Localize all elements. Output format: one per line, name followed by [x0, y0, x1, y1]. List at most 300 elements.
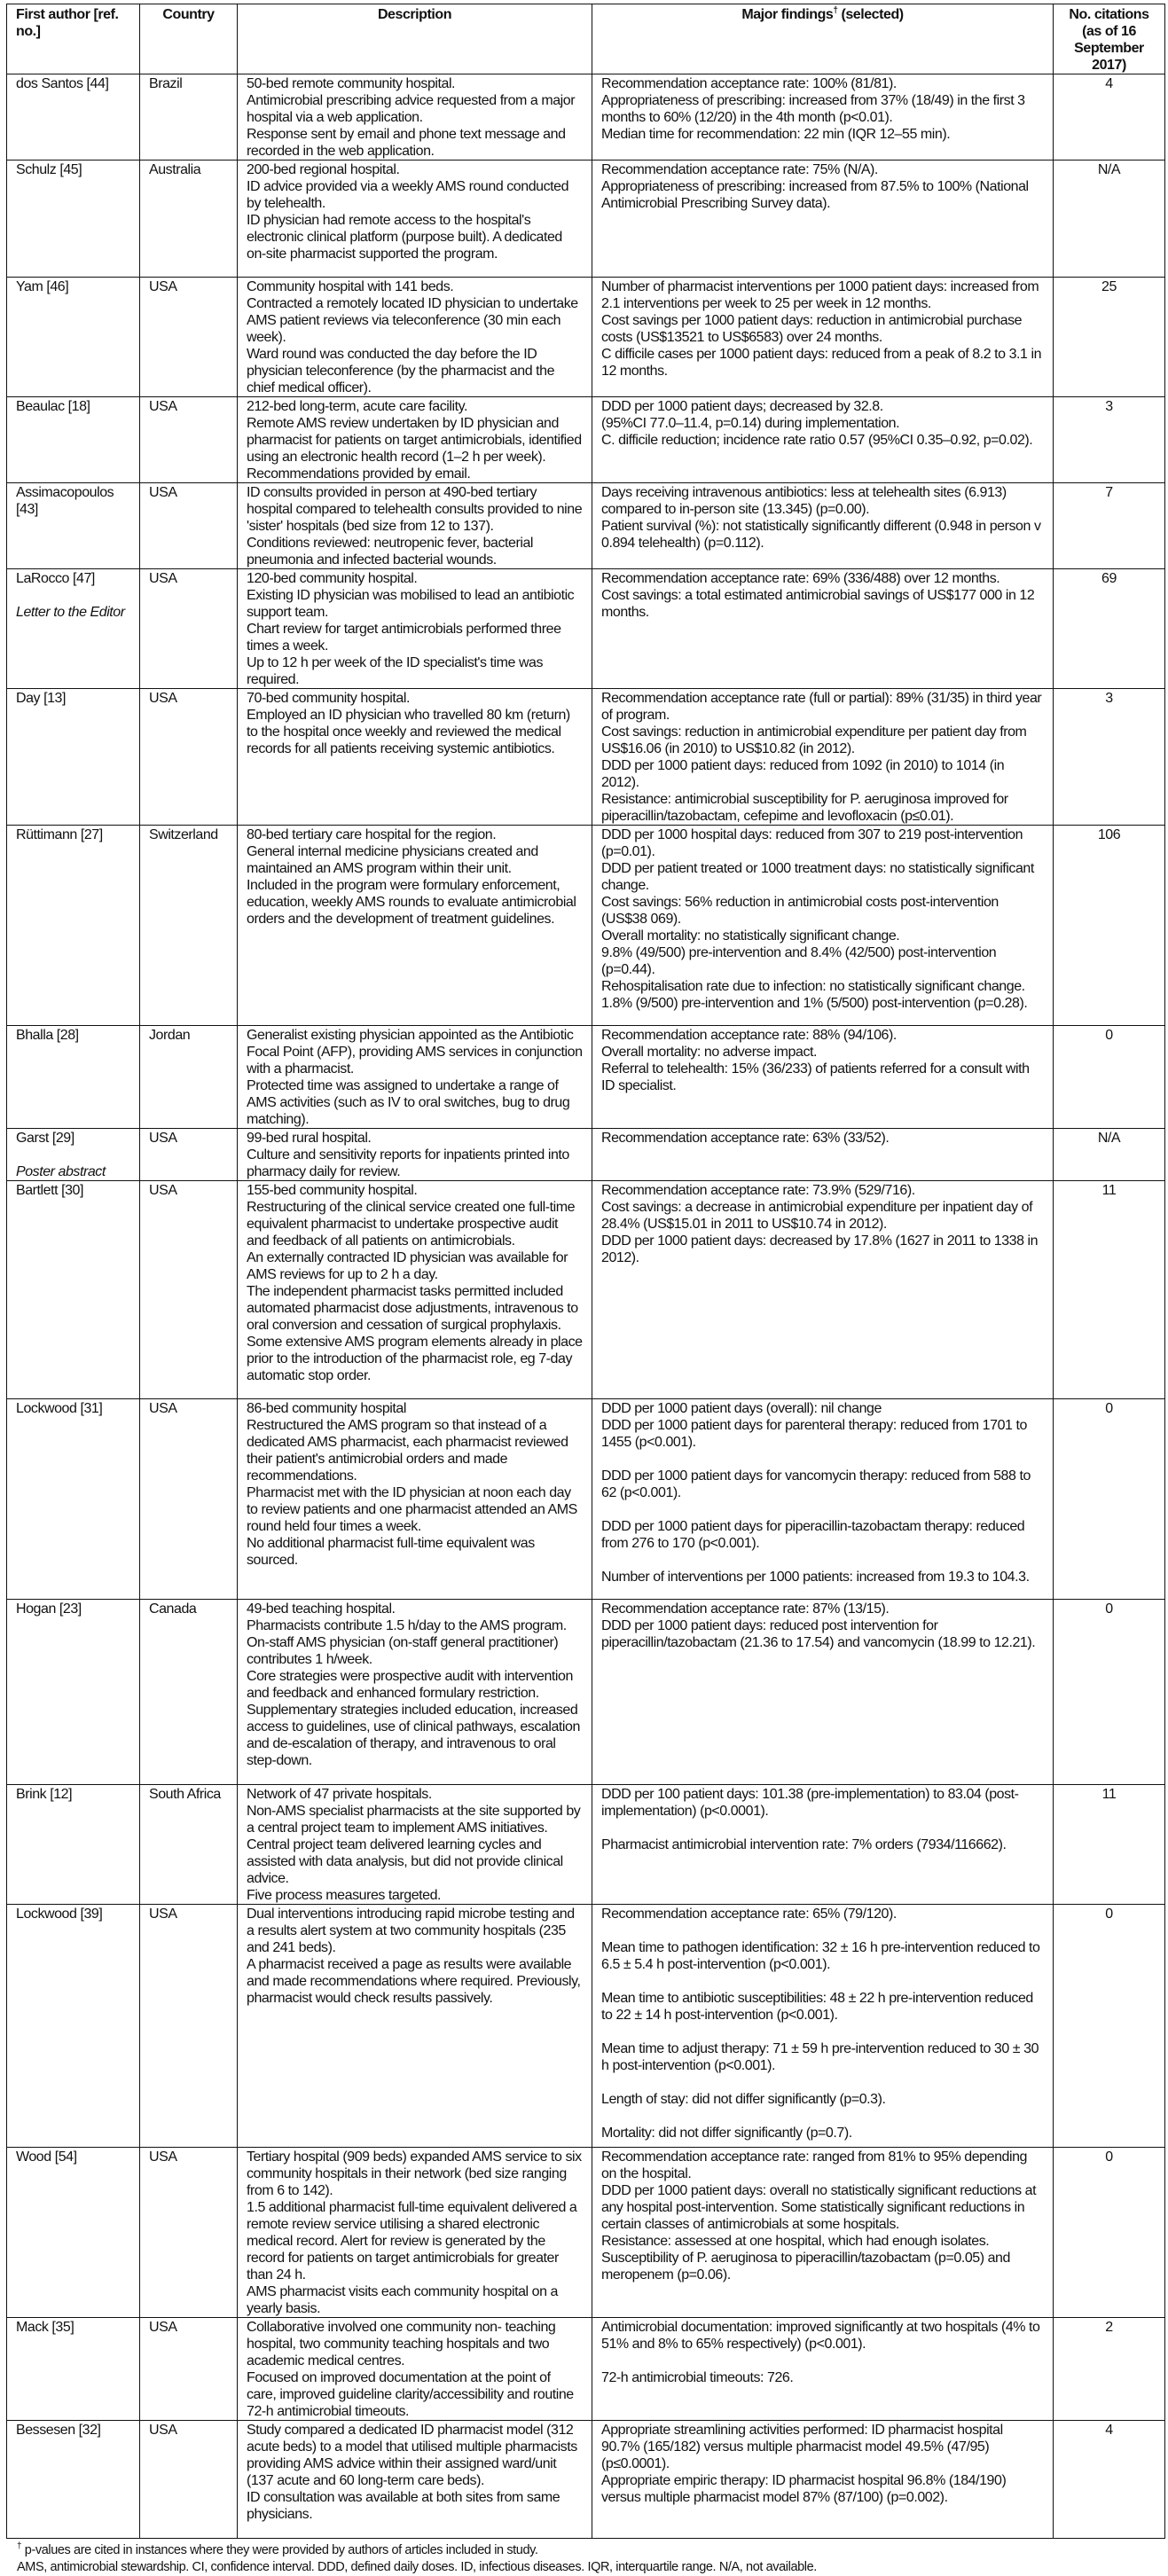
description-line: Generalist existing physician appointed as the Antibiotic Focal Point (AFP), providing AMS services in conjunction with a pharmacist. [247, 1028, 583, 1077]
description-line: A pharmacist received a page as results were available and made recommendations where required. Previously, pharmacist would check results passively. [247, 1957, 581, 2006]
findings-cell [592, 1905, 1054, 2148]
citation-count: 69 [1101, 571, 1117, 586]
description-cell [238, 2318, 592, 2421]
description-line: Contracted a remotely located ID physician to undertake AMS patient reviews via teleconference (30 min each week). [247, 296, 578, 345]
findings-group [601, 2369, 1044, 2386]
finding-line: Recommendation acceptance rate: 69% (336/488) over 12 months. [601, 571, 1000, 586]
description-line: Non-AMS specialist pharmacists at the site supported by a central project team to implement AMS initiatives. Central project team delivered learning cycles and assisted with data analysis, but did not provide clinical advice. [247, 1804, 581, 1886]
findings-cell [592, 1129, 1054, 1181]
citation-count: N/A [1097, 162, 1121, 177]
country: USA [149, 1401, 177, 1416]
table-row [7, 2421, 1165, 2539]
author-name: Lockwood [31] [16, 1401, 103, 1416]
description-cell [238, 1785, 592, 1905]
country: USA [149, 691, 177, 706]
country: USA [149, 485, 177, 500]
citation-count: 106 [1097, 827, 1121, 842]
country-cell [140, 1399, 238, 1600]
finding-line: DDD per 1000 patient days for parenteral therapy: reduced from 1701 to 1455 (p<0.001). [601, 1418, 1027, 1450]
author-cell [7, 1026, 140, 1129]
publication-type-note: Poster abstract [16, 1164, 106, 1179]
findings-group [601, 484, 1044, 552]
description-line: Community hospital with 141 beds. [247, 279, 454, 294]
author-cell [7, 1181, 140, 1399]
findings-cell [592, 569, 1054, 689]
author-name: Wood [54] [16, 2149, 77, 2165]
findings-cell [592, 161, 1054, 278]
description-line: Study compared a dedicated ID pharmacist model (312 acute beds) to a model that utilised multiple pharmacists providing AMS advice within their assigned ward/unit (137 acute and 60 long-term care beds). [247, 2423, 577, 2488]
citation-count: 0 [1105, 2149, 1113, 2165]
description-line: Tertiary hospital (909 beds) expanded AMS service to six community hospitals in their network (bed size ranging from 6 to 142). [247, 2149, 582, 2198]
finding-line: Number of pharmacist interventions per 1000 patient days: increased from 2.1 interventions per week to 25 per week in 12 months. [601, 279, 1039, 311]
description-cell [238, 1399, 592, 1600]
findings-cell [592, 1181, 1054, 1399]
citation-count: 0 [1105, 1028, 1113, 1043]
citation-count: 3 [1105, 691, 1113, 706]
description-line: Up to 12 h per week of the ID specialist's time was required. [247, 655, 544, 687]
citations-cell [1054, 278, 1165, 397]
citations-cell [1054, 2318, 1165, 2421]
publication-type-note: Letter to the Editor [16, 605, 125, 620]
author-cell [7, 826, 140, 1026]
finding-line: Recommendation acceptance rate: 73.9% (529/716). [601, 1183, 915, 1198]
description-cell [238, 2421, 592, 2539]
finding-line: Appropriateness of prescribing: increased from 87.5% to 100% (National Antimicrobial Prescribing Survey data). [601, 179, 1029, 211]
country: Canada [149, 1601, 197, 1617]
finding-line: Mortality: did not differ significantly (p=0.7). [601, 2126, 852, 2141]
header-findings [592, 4, 1054, 74]
findings-group [601, 1569, 1044, 1586]
finding-line: DDD per 1000 hospital days: reduced from 307 to 219 post-intervention (p=0.01). [601, 827, 1023, 859]
country: USA [149, 1131, 177, 1146]
findings-group [601, 1906, 1044, 1922]
author-name: Yam [46] [16, 279, 69, 294]
footnote-dagger-text: p-values are cited in instances where they were provided by authors of articles included in study. [21, 2543, 538, 2557]
finding-line: Patient survival (%): not statistically significantly different (0.948 in person v 0.894 telehealth) (p=0.112). [601, 519, 1041, 551]
findings-cell [592, 1399, 1054, 1600]
table-row [7, 1905, 1165, 2148]
citations-cell [1054, 1129, 1165, 1181]
description-line: 1.5 additional pharmacist full-time equivalent delivered a remote review service utilising a shared electronic medical record. Alert for review is generated by the record for patients on target antimicrobials for greater than 24 h. [247, 2200, 577, 2282]
author-name: Beaulac [18] [16, 399, 90, 414]
description-cell [238, 1181, 592, 1399]
description-line: General internal medicine physicians created and maintained an AMS program within their unit. [247, 844, 538, 876]
citations-cell [1054, 1181, 1165, 1399]
finding-line: Length of stay: did not differ significantly (p=0.3). [601, 2092, 886, 2107]
citation-count: 0 [1105, 1401, 1113, 1416]
description-cell [238, 2148, 592, 2318]
table-row [7, 1181, 1165, 1399]
findings-cell [592, 74, 1054, 161]
description-line: Collaborative involved one community non- teaching hospital, two community teaching hospitals and two academic medical centres. [247, 2320, 556, 2369]
author-cell [7, 2148, 140, 2318]
findings-cell [592, 689, 1054, 826]
description-line: Network of 47 private hospitals. [247, 1787, 432, 1802]
findings-cell [592, 2318, 1054, 2421]
country: USA [149, 2320, 177, 2335]
description-cell [238, 689, 592, 826]
finding-line: Number of interventions per 1000 patients: increased from 19.3 to 104.3. [601, 1570, 1030, 1585]
country: USA [149, 399, 177, 414]
finding-line: 9.8% (49/500) pre-intervention and 8.4% (42/500) post-intervention (p=0.44). [601, 945, 997, 977]
finding-line: Recommendation acceptance rate: 75% (N/A). [601, 162, 878, 177]
author-cell [7, 278, 140, 397]
finding-line: C. difficile reduction; incidence rate ratio 0.57 (95%CI 0.35–0.92, p=0.02). [601, 433, 1033, 448]
finding-line: Resistance: antimicrobial susceptibility for P. aeruginosa improved for piperacillin/tazobactam, cefepime and levofloxacin (p≤0.01). [601, 792, 1008, 824]
description-line: 49-bed teaching hospital. [247, 1601, 396, 1617]
author-name: Hogan [23] [16, 1601, 82, 1617]
country: USA [149, 279, 177, 294]
citation-count: 2 [1105, 2320, 1113, 2335]
table-row [7, 1600, 1165, 1785]
author-cell [7, 1785, 140, 1905]
description-line: 99-bed rural hospital. [247, 1131, 372, 1146]
author-cell [7, 1399, 140, 1600]
finding-line: Cost savings per 1000 patient days: reduction in antimicrobial purchase costs (US$13521 to US$6583) over 24 months. [601, 313, 1023, 345]
citation-count: 3 [1105, 399, 1113, 414]
citation-count: 11 [1101, 1787, 1117, 1802]
finding-line: Appropriate streamlining activities performed: ID pharmacist hospital 90.7% (165/182) versus multiple pharmacist model 49.5% (47/95) (p≤0.0001). [601, 2423, 1003, 2471]
finding-line: Appropriateness of prescribing: increased from 37% (18/49) in the first 3 months to 60% (12/20) in the 4th month (p<0.01). [601, 93, 1025, 125]
studies-table [6, 4, 1165, 2539]
table-row [7, 1026, 1165, 1129]
footnote-dagger-mark: † [17, 2541, 22, 2552]
finding-line: DDD per 1000 patient days: decreased by 17.8% (1627 in 2011 to 1338 in 2012). [601, 1233, 1039, 1265]
table-row [7, 2148, 1165, 2318]
finding-line: Cost savings: reduction in antimicrobial expenditure per patient day from US$16.06 (in 2010) to US$10.82 (in 2012). [601, 724, 1027, 756]
description-cell [238, 1905, 592, 2148]
table-row [7, 397, 1165, 483]
description-line: Remote AMS review undertaken by ID physician and pharmacist for patients on target antimicrobials, identified using an electronic health record (1–2 h per week). Recommendations provided by email. [247, 416, 582, 482]
dagger-mark: † [833, 5, 838, 16]
description-line: Pharmacist met with the ID physician at noon each day to review patients and one pharmacist attended an AMS round held four times a week. [247, 1485, 577, 1534]
findings-group [601, 161, 1044, 212]
finding-line: Cost savings: 56% reduction in antimicrobial costs post-intervention (US$38 069). [601, 895, 999, 927]
finding-line: Recommendation acceptance rate: 63% (33/52). [601, 1131, 890, 1146]
author-cell [7, 1129, 140, 1181]
citations-cell [1054, 2148, 1165, 2318]
findings-cell [592, 2421, 1054, 2539]
findings-cell [592, 483, 1054, 569]
findings-group [601, 75, 1044, 143]
description-line: ID physician had remote access to the hospital's electronic clinical platform (purpose built). A dedicated on-site pharmacist supported the program. [247, 213, 562, 262]
finding-line: DDD per 1000 patient days (overall): nil change [601, 1401, 882, 1416]
description-line: Ward round was conducted the day before the ID physician teleconference (by the pharmacist and the chief medical officer). [247, 347, 555, 395]
author-cell [7, 74, 140, 161]
header-citations: No. citations (as of 16 September 2017) [1054, 4, 1165, 74]
citations-cell [1054, 1026, 1165, 1129]
description-line: AMS pharmacist visits each community hospital on a yearly basis. [247, 2284, 558, 2316]
description-line: Conditions reviewed: neutropenic fever, bacterial pneumonia and infected bacterial wounds. [247, 536, 534, 568]
country: Brazil [149, 76, 183, 91]
table-row [7, 483, 1165, 569]
table-body [7, 74, 1165, 2539]
findings-group [601, 1786, 1044, 1820]
finding-line: DDD per 1000 patient days for piperacillin-tazobactam therapy: reduced from 276 to 170 (p<0.001). [601, 1519, 1025, 1551]
finding-line: Recommendation acceptance rate: 88% (94/106). [601, 1028, 897, 1043]
finding-line: Mean time to adjust therapy: 71 ± 59 h pre-intervention reduced to 30 ± 30 h post-intervention (p<0.001). [601, 2041, 1039, 2073]
description-line: No additional pharmacist full-time equivalent was sourced. [247, 1536, 535, 1568]
findings-group [601, 1468, 1044, 1501]
findings-group [601, 570, 1044, 621]
finding-line: Referral to telehealth: 15% (36/233) of patients referred for a consult with ID specialist. [601, 1061, 1030, 1093]
author-cell [7, 397, 140, 483]
findings-group [601, 2319, 1044, 2353]
description-line: Five process measures targeted. [247, 1888, 442, 1903]
finding-line: Rehospitalisation rate due to infection: no statistically significant change. 1.8% (9/500) pre-intervention and 1% (5/500) post-intervention (p=0.28). [601, 979, 1028, 1011]
citation-count: N/A [1097, 1131, 1121, 1146]
finding-line: Resistance: assessed at one hospital, which had enough isolates. Susceptibility of P. aeruginosa to piperacillin/tazobactam (p=0.05) and meropenem (p=0.06). [601, 2234, 1010, 2282]
description-line: ID advice provided via a weekly AMS round conducted by telehealth. [247, 179, 569, 211]
description-line: Antimicrobial prescribing advice requested from a major hospital via a web application. [247, 93, 576, 125]
description-line: Culture and sensitivity reports for inpatients printed into pharmacy daily for review. [247, 1147, 569, 1179]
country: Australia [149, 162, 201, 177]
country-cell [140, 1600, 238, 1785]
description-cell [238, 826, 592, 1026]
citation-count: 4 [1105, 76, 1113, 91]
studies-table-container [6, 4, 1164, 2576]
citations-cell [1054, 1905, 1165, 2148]
footnote-dagger [17, 2542, 1164, 2559]
citations-cell [1054, 826, 1165, 1026]
table-row [7, 74, 1165, 161]
description-line: ID consultation was available at both sites from same physicians. [247, 2490, 560, 2522]
citations-cell [1054, 569, 1165, 689]
country-cell [140, 2148, 238, 2318]
finding-line: Pharmacist antimicrobial intervention rate: 7% orders (7934/116662). [601, 1837, 1007, 1852]
finding-line: DDD per 1000 patient days: reduced from 1092 (in 2010) to 1014 (in 2012). [601, 758, 1005, 790]
description-cell [238, 1026, 592, 1129]
footnote-abbreviations: AMS, antimicrobial stewardship. CI, confidence interval. DDD, defined daily doses. ID, infectious diseases. IQR, interquartile range. N/A, not available. [17, 2560, 817, 2574]
findings-group [601, 2422, 1044, 2506]
citation-count: 0 [1105, 1907, 1113, 1922]
country-cell [140, 1785, 238, 1905]
author-name: Bessesen [32] [16, 2423, 101, 2438]
description-cell [238, 74, 592, 161]
author-name: dos Santos [44] [16, 76, 109, 91]
author-name: Rüttimann [27] [16, 827, 103, 842]
citations-cell [1054, 483, 1165, 569]
description-line: Core strategies were prospective audit with intervention and feedback and enhanced formulary restriction. [247, 1669, 573, 1701]
findings-cell [592, 1785, 1054, 1905]
table-row [7, 569, 1165, 689]
findings-group [601, 278, 1044, 380]
description-line: Some extensive AMS program elements already in place prior to the introduction of the pharmacist role, eg 7-day automatic stop order. [247, 1335, 583, 1383]
finding-line: Recommendation acceptance rate: 65% (79/120). [601, 1907, 897, 1922]
author-cell [7, 483, 140, 569]
description-line: 86-bed community hospital [247, 1401, 406, 1416]
country-cell [140, 2421, 238, 2539]
table-row [7, 1129, 1165, 1181]
author-cell [7, 2318, 140, 2421]
author-name: LaRocco [47] [16, 571, 95, 586]
findings-group [601, 398, 1044, 449]
table-row [7, 1785, 1165, 1905]
citation-count: 11 [1101, 1183, 1117, 1198]
description-line: The independent pharmacist tasks permitted included automated pharmacist dose adjustments, intravenous to oral conversion and cessation of surgical prophylaxis. [247, 1284, 578, 1333]
finding-line: 72-h antimicrobial timeouts: 726. [601, 2370, 794, 2385]
country-cell [140, 397, 238, 483]
table-row [7, 1399, 1165, 1600]
description-line: Response sent by email and phone text message and recorded in the web application. [247, 127, 566, 159]
author-name: Bartlett [30] [16, 1183, 83, 1198]
author-cell [7, 569, 140, 689]
country-cell [140, 826, 238, 1026]
table-row [7, 826, 1165, 1026]
findings-group [601, 826, 1044, 1012]
findings-group [601, 1182, 1044, 1266]
header-findings-label: Major findings [741, 7, 834, 22]
findings-group [601, 2091, 1044, 2108]
description-line: Restructuring of the clinical service created one full-time equivalent pharmacist to undertake prospective audit and feedback of all patients on antimicrobials. [247, 1200, 576, 1249]
author-name: Brink [12] [16, 1787, 73, 1802]
findings-group [601, 1400, 1044, 1451]
description-cell [238, 569, 592, 689]
description-line: Restructured the AMS program so that instead of a dedicated AMS pharmacist, each pharmacist reviewed their patient's antimicrobial orders and made recommendations. [247, 1418, 568, 1484]
citations-cell [1054, 689, 1165, 826]
finding-line: (95%CI 77.0–11.4, p=0.14) during implementation. [601, 416, 900, 431]
findings-group [601, 1518, 1044, 1552]
finding-line: Recommendation acceptance rate (full or partial): 89% (31/35) in third year of program. [601, 691, 1042, 723]
table-header-row [7, 4, 1165, 74]
finding-line: Mean time to antibiotic susceptibilities: 48 ± 22 h pre-intervention reduced to 22 ± 14 h post-intervention (p<0.001). [601, 1991, 1033, 2023]
author-cell [7, 1905, 140, 2148]
findings-cell [592, 1600, 1054, 1785]
country-cell [140, 2318, 238, 2421]
description-line: An externally contracted ID physician was available for AMS reviews for up to 2 h a day. [247, 1250, 568, 1282]
description-cell [238, 1600, 592, 1785]
country-cell [140, 569, 238, 689]
author-name: Assimacopoulos [43] [16, 485, 114, 517]
citation-count: 4 [1105, 2423, 1113, 2438]
header-description: Description [238, 4, 592, 74]
country-cell [140, 1026, 238, 1129]
citations-cell [1054, 161, 1165, 278]
country: USA [149, 2149, 177, 2165]
country-cell [140, 483, 238, 569]
footnotes [6, 2542, 1164, 2576]
country-cell [140, 74, 238, 161]
finding-line: Mean time to pathogen identification: 32 ± 16 h pre-intervention reduced to 6.5 ± 5.4 h post-intervention (p<0.001). [601, 1940, 1040, 1972]
header-country: Country [140, 4, 238, 74]
description-line: 70-bed community hospital. [247, 691, 410, 706]
country-cell [140, 1129, 238, 1181]
citations-cell [1054, 2421, 1165, 2539]
description-line: Focused on improved documentation at the point of care, improved guideline clarity/accessibility and routine 72-h antimicrobial timeouts. [247, 2370, 574, 2419]
country-cell [140, 278, 238, 397]
author-name: Mack [35] [16, 2320, 74, 2335]
description-line: Employed an ID physician who travelled 80 km (return) to the hospital once weekly and reviewed the medical records for all patients receiving systemic antibiotics. [247, 708, 570, 756]
findings-group [601, 2040, 1044, 2074]
citations-cell [1054, 1785, 1165, 1905]
findings-group [601, 2125, 1044, 2141]
findings-group [601, 690, 1044, 825]
finding-line: Antimicrobial documentation: improved significantly at two hospitals (4% to 51% and 8% to 65% respectively) (p<0.001). [601, 2320, 1040, 2352]
country: USA [149, 571, 177, 586]
findings-group [601, 2149, 1044, 2283]
finding-line: DDD per patient treated or 1000 treatment days: no statistically significant change. [601, 861, 1034, 893]
findings-cell [592, 826, 1054, 1026]
findings-group [601, 1939, 1044, 1973]
country-cell [140, 689, 238, 826]
description-line: 200-bed regional hospital. [247, 162, 400, 177]
findings-group [601, 1027, 1044, 1094]
findings-group [601, 1601, 1044, 1651]
citation-count: 0 [1105, 1601, 1113, 1617]
citations-cell [1054, 1600, 1165, 1785]
author-name: Lockwood [39] [16, 1907, 103, 1922]
header-author: First author [ref. no.] [7, 4, 140, 74]
finding-line: DDD per 1000 patient days for vancomycin therapy: reduced from 588 to 62 (p<0.001). [601, 1468, 1031, 1500]
country: Jordan [149, 1028, 191, 1043]
author-name: Day [13] [16, 691, 66, 706]
author-name: Bhalla [28] [16, 1028, 79, 1043]
description-line: Dual interventions introducing rapid microbe testing and a results alert system at two community hospitals (235 and 241 beds). [247, 1907, 575, 1955]
author-cell [7, 1600, 140, 1785]
description-cell [238, 397, 592, 483]
finding-line: Recommendation acceptance rate: 87% (13/15). [601, 1601, 890, 1617]
findings-cell [592, 2148, 1054, 2318]
country-cell [140, 1181, 238, 1399]
description-line: ID consults provided in person at 490-bed tertiary hospital compared to telehealth consults provided to nine 'sister' hospitals (bed size from 12 to 137). [247, 485, 583, 534]
author-name: Garst [29] [16, 1131, 74, 1146]
country: South Africa [149, 1787, 221, 1802]
author-cell [7, 689, 140, 826]
finding-line: Overall mortality: no adverse impact. [601, 1045, 817, 1060]
country-cell [140, 1905, 238, 2148]
citation-count: 7 [1105, 485, 1113, 500]
country: USA [149, 1907, 177, 1922]
citations-cell [1054, 74, 1165, 161]
author-cell [7, 2421, 140, 2539]
findings-cell [592, 397, 1054, 483]
description-cell [238, 483, 592, 569]
table-row [7, 2318, 1165, 2421]
findings-cell [592, 1026, 1054, 1129]
description-line: 80-bed tertiary care hospital for the region. [247, 827, 497, 842]
description-line: 155-bed community hospital. [247, 1183, 418, 1198]
description-line: Existing ID physician was mobilised to lead an antibiotic support team. [247, 588, 575, 620]
description-line: 212-bed long-term, acute care facility. [247, 399, 467, 414]
table-row [7, 689, 1165, 826]
citation-count: 25 [1101, 279, 1117, 294]
country: USA [149, 1183, 177, 1198]
finding-line: C difficile cases per 1000 patient days: reduced from a peak of 8.2 to 3.1 in 12 months. [601, 347, 1042, 379]
finding-line: DDD per 1000 patient days: overall no statistically significant reductions at any hospital post-intervention. Some statistically significant reductions in certain classes of antimicrobials at some hospitals. [601, 2183, 1037, 2232]
description-cell [238, 161, 592, 278]
country: Switzerland [149, 827, 218, 842]
citations-cell [1054, 397, 1165, 483]
description-line: Supplementary strategies included education, increased access to guidelines, use of clinical pathways, escalation and de-escalation of therapy, and intravenous to oral step-down. [247, 1703, 580, 1768]
finding-line: Median time for recommendation: 22 min (IQR 12–55 min). [601, 127, 951, 142]
description-line: 120-bed community hospital. [247, 571, 418, 586]
description-line: Protected time was assigned to undertake a range of AMS activities (such as IV to oral switches, bug to drug matching). [247, 1078, 570, 1127]
header-findings-suffix: (selected) [837, 7, 904, 22]
description-cell [238, 1129, 592, 1181]
finding-line: DDD per 100 patient days: 101.38 (pre-implementation) to 83.04 (post-implementation) (p<0.0001). [601, 1787, 1019, 1819]
finding-line: DDD per 1000 patient days: reduced post intervention for piperacillin/tazobactam (21.36 to 17.54) and vancomycin (18.99 to 12.21). [601, 1618, 1036, 1650]
finding-line: Cost savings: a decrease in antimicrobial expenditure per inpatient day of 28.4% (US$15.01 in 2011 to US$10.74 in 2012). [601, 1200, 1033, 1232]
table-row [7, 278, 1165, 397]
finding-line: Recommendation acceptance rate: ranged from 81% to 95% depending on the hospital. [601, 2149, 1027, 2181]
finding-line: Cost savings: a total estimated antimicrobial savings of US$177 000 in 12 months. [601, 588, 1035, 620]
author-cell [7, 161, 140, 278]
findings-cell [592, 278, 1054, 397]
findings-group [601, 1836, 1044, 1853]
description-line: Included in the program were formulary enforcement, education, weekly AMS rounds to evaluate antimicrobial orders and the development of treatment guidelines. [247, 878, 576, 927]
description-line: Chart review for target antimicrobials performed three times a week. [247, 622, 561, 654]
citations-cell [1054, 1399, 1165, 1600]
